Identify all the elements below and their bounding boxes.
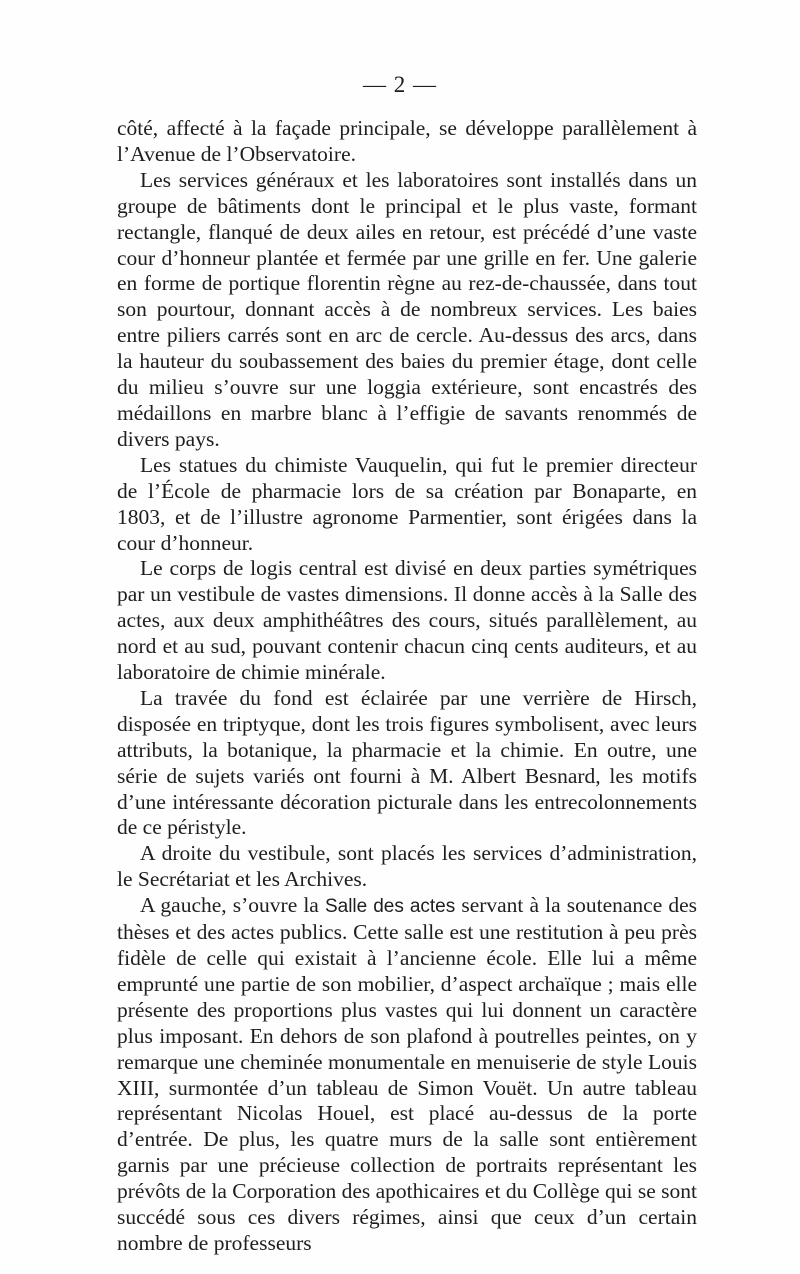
paragraph-travee: La travée du fond est éclairée par une verrière de Hirsch, disposée en triptyque, dont les trois figures symbolisent, avec leurs attributs, la botanique, la pharmacie et la chimie. En outre, une série de sujets variés ont fourni à M. Albert Besnard, les motifs d’une intéressante décoration picturale dans les entrecolonnements de ce péristyle. xyxy=(117,685,697,840)
paragraph-statues: Les statues du chimiste Vauquelin, qui fut le premier directeur de l’École de pharmacie lors de sa création par Bonaparte, en 1803, et de l’illustre agronome Parmentier, sont érigées dans la cour d’honneur. xyxy=(117,452,697,555)
salle-des-actes-heading: Salle des actes xyxy=(324,896,456,918)
paragraph-corps-de-logis: Le corps de logis central est divisé en deux parties symétriques par un vestibule de vastes dimensions. Il donne accès à la Salle des actes, aux deux amphithéâtres des cours, situés parallèlement, au nord et au sud, pouvant contenir chacun cinq cents auditeurs, et au laboratoire de chimie minérale. xyxy=(117,556,697,685)
body-text xyxy=(117,116,697,1257)
paragraph-droite-vestibule: A droite du vestibule, sont placés les services d’administration, le Secrétariat et les Archives. xyxy=(117,841,697,892)
paragraph-salle-des-actes xyxy=(117,893,697,1257)
paragraph-services-generaux: Les services généraux et les laboratoires sont installés dans un groupe de bâtiments dont le principal et le plus vaste, formant rectangle, flanqué de deux ailes en retour, est précédé d’une vaste cour d’honneur plantée et fermée par une grille en fer. Une galerie en forme de portique florentin règne au rez-de-chaussée, dans tout son pourtour, donnant accès à de nombreux services. Les baies entre piliers carrés sont en arc de cercle. Au-dessus des arcs, dans la hauteur du soubassement des baies du premier étage, dont celle du milieu s’ouvre sur une loggia extérieure, sont encastrés des médaillons en marbre blanc à l’effigie de savants renommés de divers pays. xyxy=(117,167,697,451)
paragraph-salle-intro: A gauche, s’ouvre la xyxy=(140,893,325,918)
page-number: — 2 — xyxy=(363,72,437,97)
paragraph-observatoire: côté, affecté à la façade principale, se développe parallèlement à l’Avenue de l’Observatoire. xyxy=(117,116,697,166)
paragraph-salle-body: servant à la soutenance des thèses et des actes publics. Cette salle est une restitution à peu près fidèle de celle qui existait à l’ancienne école. Elle lui a même emprunté une partie de son mobilier, d’aspect archaïque ; mais elle présente des proportions plus vastes qui lui donnent un caractère plus imposant. En dehors de son plafond à poutrelles peintes, on y remarque une cheminée monumentale en menuiserie de style Louis XIII, surmontée d’un tableau de Simon Vouët. Un autre tableau représentant Nicolas Houel, est placé au-dessus de la porte d’entrée. De plus, les quatre murs de la salle sont entièrement garnis par une précieuse collection de portraits représentant les prévôts de la Corporation des apothicaires et du Collège qui se sont succédé sous ces divers régimes, ainsi que ceux d’un certain nombre de professeurs xyxy=(117,893,697,1255)
